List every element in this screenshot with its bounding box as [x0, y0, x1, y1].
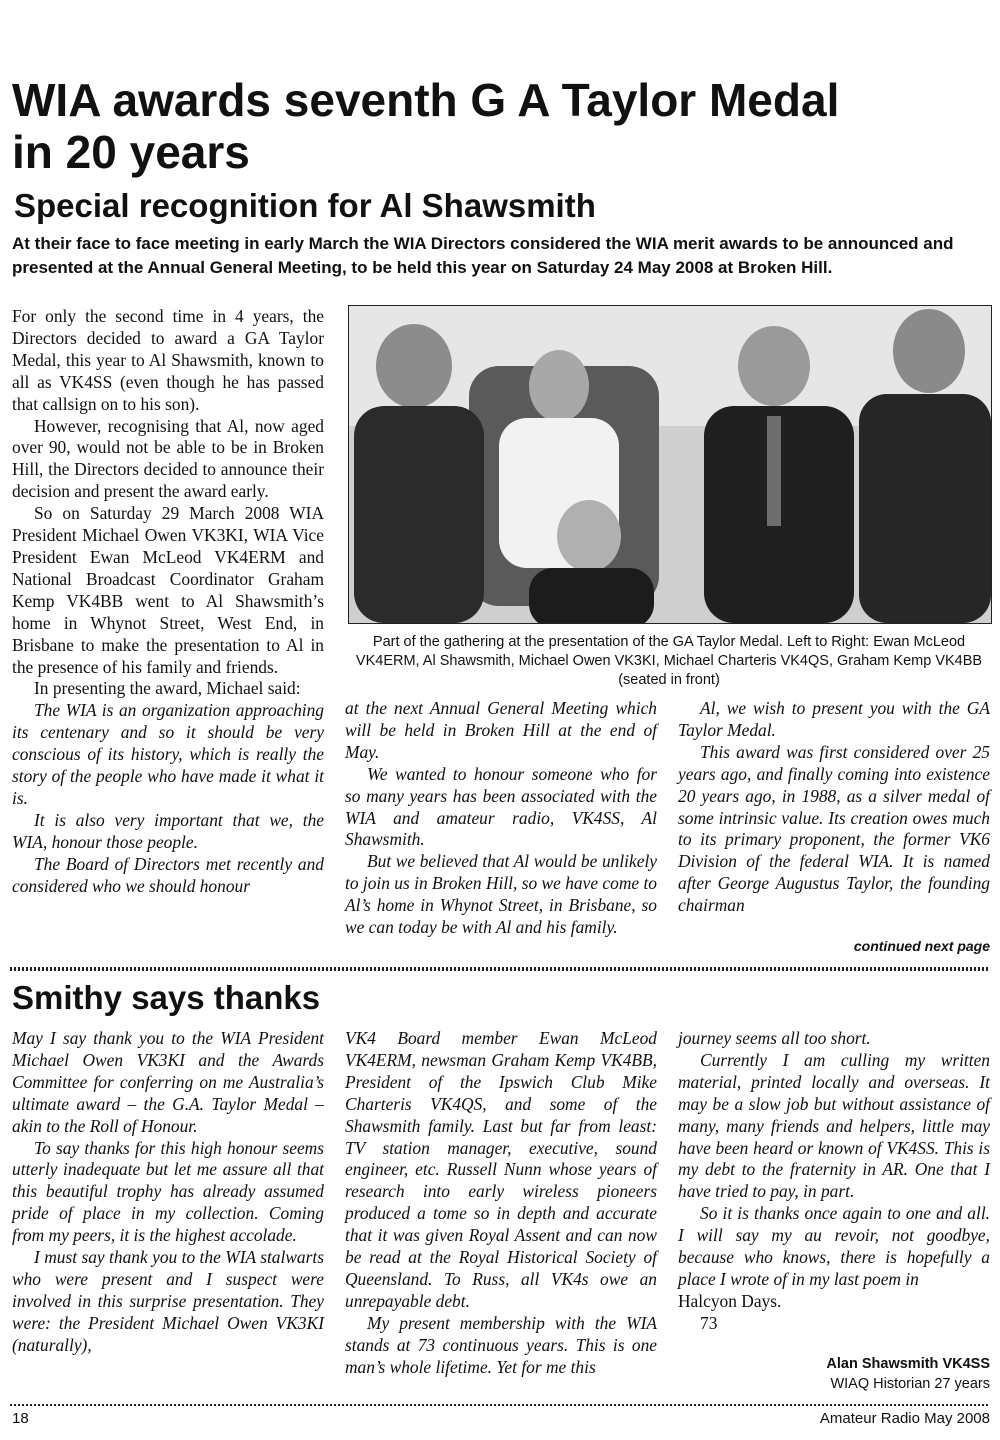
paragraph: Currently I am culling my written material, printed locally and overseas. It may be a slow job but without assistance of many, many friends and helpers, little may have been heard or known of VK4SS. This is my debt to the fraternity in AR. One that I have tried to pay, in part.	[678, 1049, 990, 1202]
presentation-photo	[348, 305, 992, 624]
quote-paragraph: at the next Annual General Meeting which will be held in Broken Hill at the end of May.	[345, 698, 657, 762]
article-title-line1: WIA awards seventh G A Taylor Medal	[12, 74, 840, 126]
paragraph: journey seems all too short.	[678, 1028, 871, 1048]
article-lead: At their face to face meeting in early March the WIA Directors considered the WIA merit awards to be announced and presented at the Annual General Meeting, to be held this year on Saturday 24 May 2008 at Broken Hill.	[12, 234, 954, 277]
article-title-line2: in 20 years	[12, 126, 250, 178]
signature-name: Alan Shawsmith VK4SS	[826, 1356, 990, 1372]
paragraph: So on Saturday 29 March 2008 WIA President Michael Owen VK3KI, WIA Vice President Ewan McLeod VK4ERM and National Broadcast Coordinator Graham Kemp VK4BB went to Al Shawsmith’s home in Whynot Street, West End, in Brisbane to make the presentation to Al in the presence of his family and friends.	[12, 503, 324, 677]
paragraph: So it is thanks once again to one and all. I will say my au revoir, not goodbye, because who knows, there is hopefully a place I wrote of in my last poem in	[678, 1203, 990, 1289]
quote-paragraph: It is also very important that we, the WIA, honour those people.	[12, 809, 324, 852]
paragraph: I must say thank you to the WIA stalwarts who were present and I suspect were involved in this surprise presentation. They were: the President Michael Owen VK3KI (naturally),	[12, 1247, 324, 1355]
paragraph: To say thanks for this high honour seems utterly inadequate but let me assure all that this beautiful trophy has already assumed pride of place in my collection. Coming from my peers, it is the highest accolade.	[12, 1137, 324, 1246]
quote-paragraph: The Board of Directors met recently and considered who we should honour	[12, 853, 324, 896]
signature-block	[700, 1354, 990, 1394]
paragraph: However, recognising that Al, now aged over 90, would not be able to be in Broken Hill, the Directors decided to announce their decision and present the award early.	[12, 415, 324, 502]
signature-role: WIAQ Historian 27 years	[830, 1376, 990, 1392]
continued-next-page: continued next page	[853, 938, 990, 954]
quote-paragraph: We wanted to honour someone who for so many years has been associated with the WIA and amateur radio, VK4SS, Al Shawsmith.	[345, 763, 657, 850]
poem-title: Halcyon Days.	[678, 1290, 782, 1311]
quote-paragraph: Al, we wish to present you with the GA Taylor Medal.	[678, 698, 990, 740]
article-column-1	[12, 306, 324, 897]
thanks-column-3	[678, 1028, 990, 1335]
article-column-2	[345, 698, 657, 939]
photo-illustration	[349, 306, 991, 623]
thanks-column-2	[345, 1028, 657, 1379]
article-subtitle: Special recognition for Al Shawsmith	[14, 187, 596, 224]
quote-paragraph: But we believed that Al would be unlikely to join us in Broken Hill, so we have come to Al’s home in Whynot Street, in Brisbane, so we can today be with Al and his family.	[345, 851, 657, 938]
paragraph: For only the second time in 4 years, the Directors decided to award a GA Taylor Medal, this year to Al Shawsmith, known to all as VK4SS (even though he has passed that callsign on to his son).	[12, 306, 324, 414]
photo-caption: Part of the gathering at the presentation of the GA Taylor Medal. Left to Right: Ewan McLeod VK4ERM, Al Shawsmith, Michael Owen VK3KI, Michael Charteris VK4QS, Graham Kemp VK4BB (seated in front)	[355, 634, 983, 688]
thanks-column-1	[12, 1028, 324, 1357]
publication-name: Amateur Radio May 2008	[819, 1410, 990, 1427]
paragraph: My present membership with the WIA stands at 73 continuous years. This is one man’s whole lifetime. Yet for me this	[345, 1312, 657, 1377]
quote-paragraph: The WIA is an organization approaching its centenary and so it should be very conscious of its history, which is really the story of the people who have made it what it is.	[12, 700, 324, 808]
quote-paragraph: This award was first considered over 25 years ago, and finally coming into existence 20 years ago, in 1988, as a silver medal of some intrinsic value. Its creation owes much to its primary proponent, the former VK6 Division of the federal WIA. It is named after George Augustus Taylor, the founding chairman	[678, 741, 990, 916]
thanks-title: Smithy says thanks	[12, 979, 321, 1016]
paragraph: In presenting the award, Michael said:	[34, 678, 301, 699]
article-title	[12, 74, 992, 178]
paragraph: May I say thank you to the WIA President Michael Owen VK3KI and the Awards Committee for conferring on me Australia’s ultimate award – the G.A. Taylor Medal – akin to the Roll of Honour.	[12, 1028, 324, 1136]
sign-off-number: 73	[700, 1312, 718, 1333]
paragraph: VK4 Board member Ewan McLeod VK4ERM, newsman Graham Kemp VK4BB, President of the Ipswich Club Mike Charteris VK4QS, and some of the Shawsmith family. Last but far from least: TV station manager, executive, sound engineer, etc. Russell Nunn whose years of research into early wireless pioneers produced a tome so in depth and accurate that it was given Royal Assent and can now be read at the Royal Historical Society of Queensland. To Russ, all VK4s owe an unrepayable debt.	[345, 1028, 657, 1311]
footer-divider	[10, 1404, 990, 1406]
section-divider	[10, 967, 990, 971]
article-column-3	[678, 698, 990, 917]
page-number: 18	[12, 1410, 29, 1427]
